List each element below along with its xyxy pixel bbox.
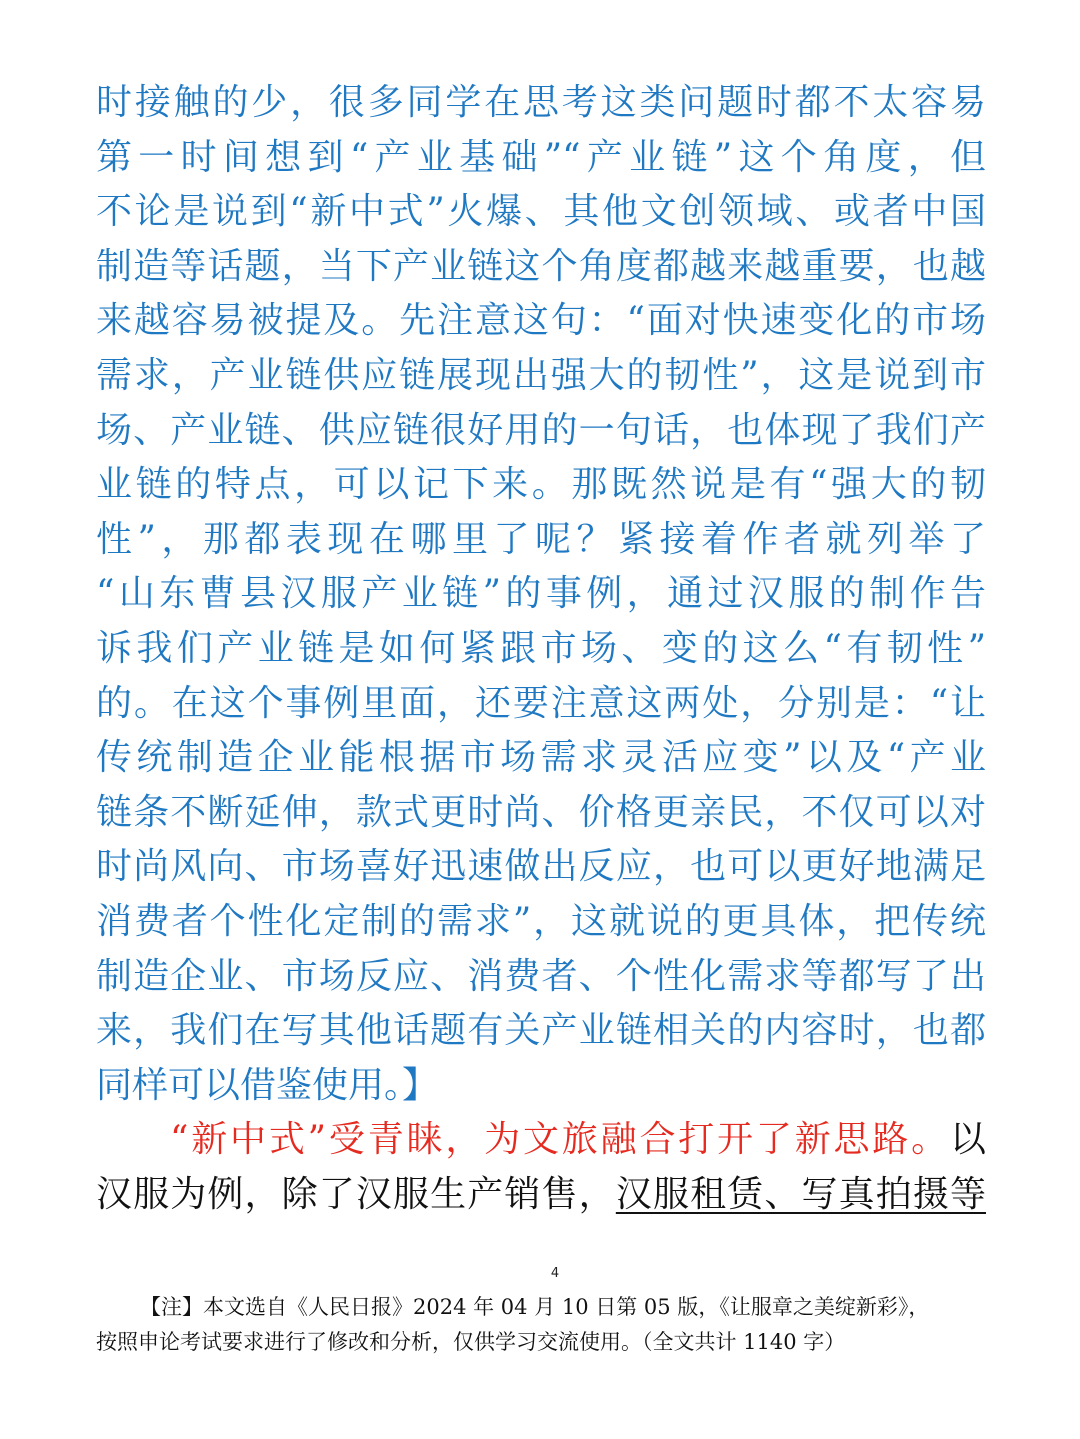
analysis-line-2: 第一时间想到“产业基础”“产业链”这个角度，但 — [96, 136, 986, 178]
analysis-line-12: 的。在这个事例里面，还要注意这两处，分别是：“让 — [96, 682, 986, 724]
analysis-line-4: 制造等话题，当下产业链这个角度都越来越重要，也越 — [96, 245, 986, 287]
analysis-line-11: 诉我们产业链是如何紧跟市场、变的这么“有韧性” — [96, 627, 986, 669]
footnote — [96, 1290, 986, 1360]
underlined-text: 汉服租赁、写真拍摄等 — [615, 1173, 986, 1215]
footnote-line-1: 【注】本文选自《人民日报》2024 年 04 月 10 日第 05 版，《让服章之美绽新彩》， — [140, 1295, 930, 1319]
analysis-line-15: 时尚风向、市场喜好迅速做出反应，也可以更好地满足 — [96, 846, 986, 888]
analysis-line-5: 来越容易被提及。先注意这句：“面对快速变化的市场 — [96, 300, 986, 342]
article-text: 汉服为例，除了汉服生产销售， — [96, 1173, 616, 1215]
main-text-block — [96, 76, 986, 1222]
analysis-line-7: 场、产业链、供应链很好用的一句话，也体现了我们产 — [96, 409, 986, 451]
footnote-line-2: 按照申论考试要求进行了修改和分析，仅供学习交流使用。（全文共计 1140 字） — [96, 1330, 846, 1354]
analysis-line-13: 传统制造企业能根据市场需求灵活应变”以及“产业 — [96, 737, 986, 779]
analysis-line-16: 消费者个性化定制的需求”，这就说的更具体，把传统 — [96, 900, 986, 942]
analysis-line-8: 业链的特点，可以记下来。那既然说是有“强大的韧 — [96, 464, 986, 506]
article-paragraph-line-1 — [96, 1113, 986, 1168]
analysis-line-3: 不论是说到“新中式”火爆、其他文创领域、或者中国 — [96, 191, 986, 233]
analysis-line-1: 时接触的少，很多同学在思考这类问题时都不太容易 — [96, 82, 986, 123]
article-paragraph-line-2 — [96, 1168, 986, 1223]
analysis-line-10: “山东曹县汉服产业链”的事例，通过汉服的制作告 — [96, 573, 986, 615]
analysis-line-9: 性”，那都表现在哪里了呢？紧接着作者就列举了 — [96, 518, 986, 560]
analysis-line-19: 同样可以借鉴使用。】 — [96, 1064, 439, 1106]
page-number: 4 — [550, 1266, 560, 1281]
analysis-line-6: 需求，产业链供应链展现出强大的韧性”，这是说到市 — [96, 354, 986, 396]
article-text-tail: 以 — [949, 1119, 986, 1161]
analysis-line-14: 链条不断延伸，款式更时尚、价格更亲民，不仅可以对 — [96, 791, 986, 833]
highlight-sentence: “新中式”受青睐，为文旅融合打开了新思路。 — [170, 1119, 950, 1161]
analysis-line-17: 制造企业、市场反应、消费者、个性化需求等都写了出 — [96, 955, 986, 997]
analysis-line-18: 来，我们在写其他话题有关产业链相关的内容时，也都 — [96, 1010, 986, 1052]
